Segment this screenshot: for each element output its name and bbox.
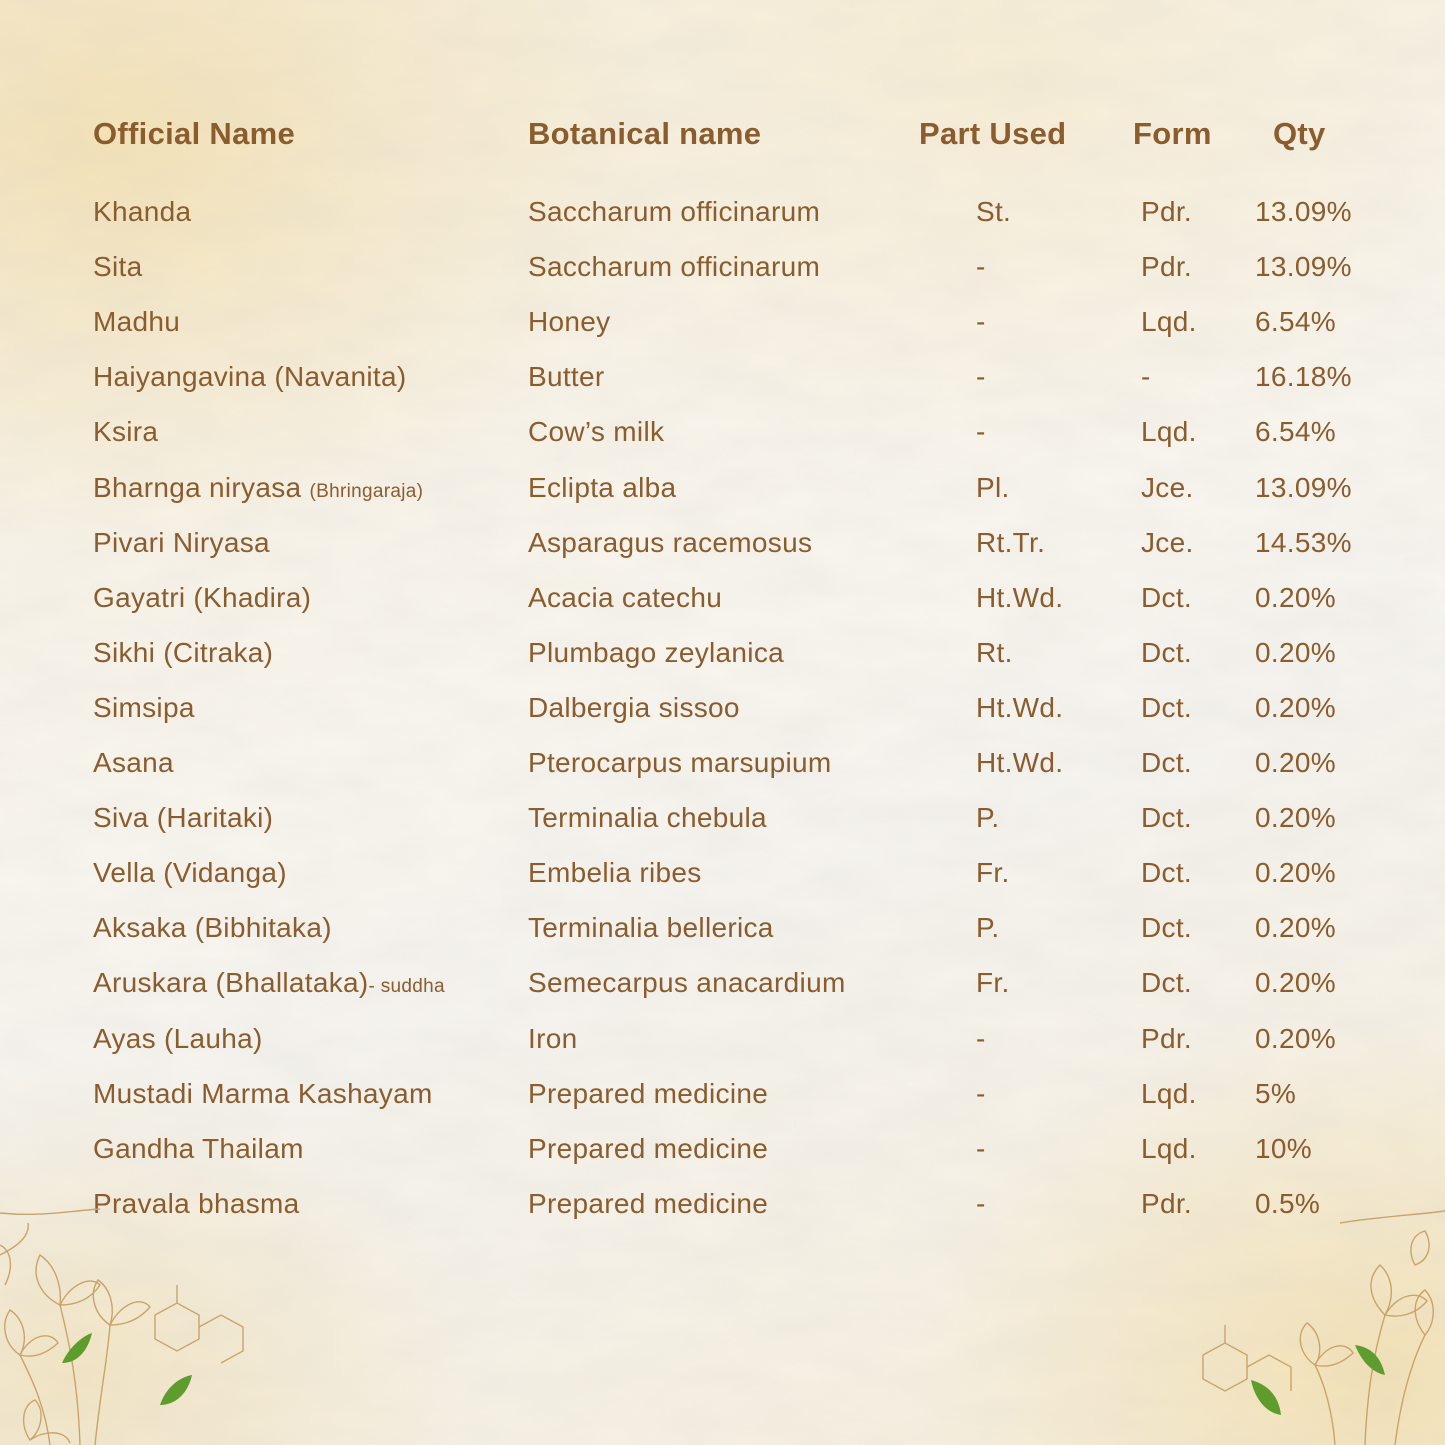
- part-used-cell: Ht.Wd.: [976, 747, 1064, 778]
- header-part-used: Part Used: [919, 116, 1067, 151]
- official-name-text: Pravala bhasma: [93, 1188, 300, 1219]
- qty-cell: 0.20%: [1255, 692, 1336, 723]
- official-name-cell: [93, 306, 180, 338]
- botanical-name-cell: Semecarpus anacardium: [528, 967, 846, 998]
- qty-cell: 0.20%: [1255, 1023, 1336, 1054]
- part-used-cell: P.: [976, 802, 1000, 833]
- qty-cell: 0.20%: [1255, 802, 1336, 833]
- qty-cell: 5%: [1255, 1078, 1297, 1109]
- form-cell: Dct.: [1141, 802, 1192, 833]
- official-name-cell: [93, 1078, 433, 1110]
- form-cell: Dct.: [1141, 912, 1192, 943]
- form-cell: Pdr.: [1141, 1023, 1193, 1054]
- part-used-cell: P.: [976, 912, 1000, 943]
- official-name-text: Bharnga niryasa: [93, 472, 302, 503]
- form-cell: Dct.: [1141, 747, 1192, 778]
- botanical-name-cell: Plumbago zeylanica: [528, 637, 784, 668]
- botanical-name-cell: Acacia catechu: [528, 582, 723, 613]
- official-name-text: Gayatri (Khadira): [93, 582, 312, 613]
- official-name-text: Vella (Vidanga): [93, 857, 287, 888]
- qty-cell: 0.20%: [1255, 747, 1336, 778]
- part-used-cell: -: [976, 1078, 986, 1109]
- official-name-text: Haiyangavina (Navanita): [93, 361, 407, 392]
- floral-illustration-right: [1185, 1205, 1445, 1445]
- botanical-name-cell: Terminalia chebula: [528, 802, 767, 833]
- qty-cell: 6.54%: [1255, 416, 1336, 447]
- qty-cell: 0.20%: [1255, 637, 1336, 668]
- botanical-name-cell: Embelia ribes: [528, 857, 702, 888]
- qty-cell: 0.20%: [1255, 967, 1336, 998]
- part-used-cell: Ht.Wd.: [976, 692, 1064, 723]
- botanical-name-cell: Saccharum officinarum: [528, 196, 821, 227]
- official-name-text: Pivari Niryasa: [93, 527, 270, 558]
- official-name-cell: [93, 912, 332, 944]
- official-name-cell: [93, 1188, 300, 1220]
- official-name-cell: [93, 361, 407, 393]
- official-name-cell: [93, 967, 445, 999]
- botanical-name-cell: Saccharum officinarum: [528, 251, 821, 282]
- botanical-name-cell: Dalbergia sissoo: [528, 692, 740, 723]
- part-used-cell: -: [976, 1133, 986, 1164]
- official-name-text: Sikhi (Citraka): [93, 637, 274, 668]
- official-name-cell: [93, 637, 273, 669]
- official-name-cell: [93, 692, 195, 724]
- form-cell: Dct.: [1141, 967, 1192, 998]
- official-name-text: Khanda: [93, 196, 192, 227]
- qty-cell: 13.09%: [1255, 251, 1352, 282]
- botanical-name-cell: Prepared medicine: [528, 1078, 769, 1109]
- part-used-cell: -: [976, 416, 986, 447]
- official-name-text: Gandha Thailam: [93, 1133, 304, 1164]
- part-used-cell: -: [976, 1188, 986, 1219]
- floral-illustration-left: [0, 1195, 260, 1445]
- official-name-cell: [93, 527, 270, 559]
- official-name-text: Mustadi Marma Kashayam: [93, 1078, 433, 1109]
- official-name-text: Aruskara (Bhallataka): [93, 967, 369, 998]
- form-cell: Lqd.: [1141, 1133, 1197, 1164]
- form-cell: Dct.: [1141, 582, 1192, 613]
- qty-cell: 0.20%: [1255, 857, 1336, 888]
- official-name-cell: [93, 251, 142, 283]
- part-used-cell: Ht.Wd.: [976, 582, 1064, 613]
- part-used-cell: Rt.: [976, 637, 1013, 668]
- form-cell: Jce.: [1141, 527, 1194, 558]
- qty-cell: 0.20%: [1255, 582, 1336, 613]
- form-cell: Lqd.: [1141, 306, 1197, 337]
- header-official-name: Official Name: [93, 116, 296, 151]
- official-name-text: Madhu: [93, 306, 181, 337]
- qty-cell: 16.18%: [1255, 361, 1352, 392]
- botanical-name-cell: Cow’s milk: [528, 416, 665, 447]
- official-name-text: Siva (Haritaki): [93, 802, 274, 833]
- part-used-cell: -: [976, 361, 986, 392]
- form-cell: Lqd.: [1141, 1078, 1197, 1109]
- botanical-name-cell: Prepared medicine: [528, 1188, 769, 1219]
- qty-cell: 0.20%: [1255, 912, 1336, 943]
- qty-cell: 6.54%: [1255, 306, 1336, 337]
- official-name-text: Asana: [93, 747, 174, 778]
- official-name-cell: [93, 582, 311, 614]
- header-form: Form: [1133, 116, 1212, 151]
- official-name-text: Ayas (Lauha): [93, 1023, 263, 1054]
- official-name-text: Simsipa: [93, 692, 195, 723]
- part-used-cell: St.: [976, 196, 1012, 227]
- botanical-name-cell: Pterocarpus marsupium: [528, 747, 832, 778]
- form-cell: Dct.: [1141, 857, 1192, 888]
- part-used-cell: Fr.: [976, 967, 1010, 998]
- official-name-cell: [93, 196, 191, 228]
- official-name-cell: [93, 857, 287, 889]
- header-qty: Qty: [1273, 116, 1326, 151]
- form-cell: Jce.: [1141, 472, 1194, 503]
- part-used-cell: -: [976, 251, 986, 282]
- official-name-cell: [93, 802, 273, 834]
- qty-cell: 10%: [1255, 1133, 1312, 1164]
- official-name-note: (Bhringaraja): [309, 481, 424, 502]
- botanical-name-cell: Prepared medicine: [528, 1133, 769, 1164]
- qty-cell: 13.09%: [1255, 472, 1352, 503]
- official-name-text: Sita: [93, 251, 143, 282]
- official-name-note: - suddha: [368, 976, 445, 997]
- official-name-cell: [93, 747, 174, 779]
- part-used-cell: -: [976, 306, 986, 337]
- botanical-name-cell: Terminalia bellerica: [528, 912, 774, 943]
- form-cell: -: [1141, 361, 1151, 392]
- part-used-cell: Pl.: [976, 472, 1010, 503]
- official-name-text: Ksira: [93, 416, 159, 447]
- botanical-name-cell: Honey: [528, 306, 611, 337]
- official-name-cell: [93, 1133, 304, 1165]
- official-name-cell: [93, 1023, 263, 1055]
- qty-cell: 0.5%: [1255, 1188, 1321, 1219]
- part-used-cell: Fr.: [976, 857, 1010, 888]
- part-used-cell: Rt.Tr.: [976, 527, 1046, 558]
- official-name-cell: [93, 472, 423, 504]
- official-name-cell: [93, 416, 158, 448]
- header-botanical-name: Botanical name: [528, 116, 762, 151]
- form-cell: Dct.: [1141, 692, 1192, 723]
- botanical-name-cell: Eclipta alba: [528, 472, 677, 503]
- form-cell: Pdr.: [1141, 196, 1193, 227]
- form-cell: Pdr.: [1141, 1188, 1193, 1219]
- qty-cell: 13.09%: [1255, 196, 1352, 227]
- form-cell: Dct.: [1141, 637, 1192, 668]
- part-used-cell: -: [976, 1023, 986, 1054]
- botanical-name-cell: Iron: [528, 1023, 578, 1054]
- botanical-name-cell: Asparagus racemosus: [528, 527, 813, 558]
- botanical-name-cell: Butter: [528, 361, 605, 392]
- form-cell: Lqd.: [1141, 416, 1197, 447]
- form-cell: Pdr.: [1141, 251, 1193, 282]
- qty-cell: 14.53%: [1255, 527, 1352, 558]
- official-name-text: Aksaka (Bibhitaka): [93, 912, 332, 943]
